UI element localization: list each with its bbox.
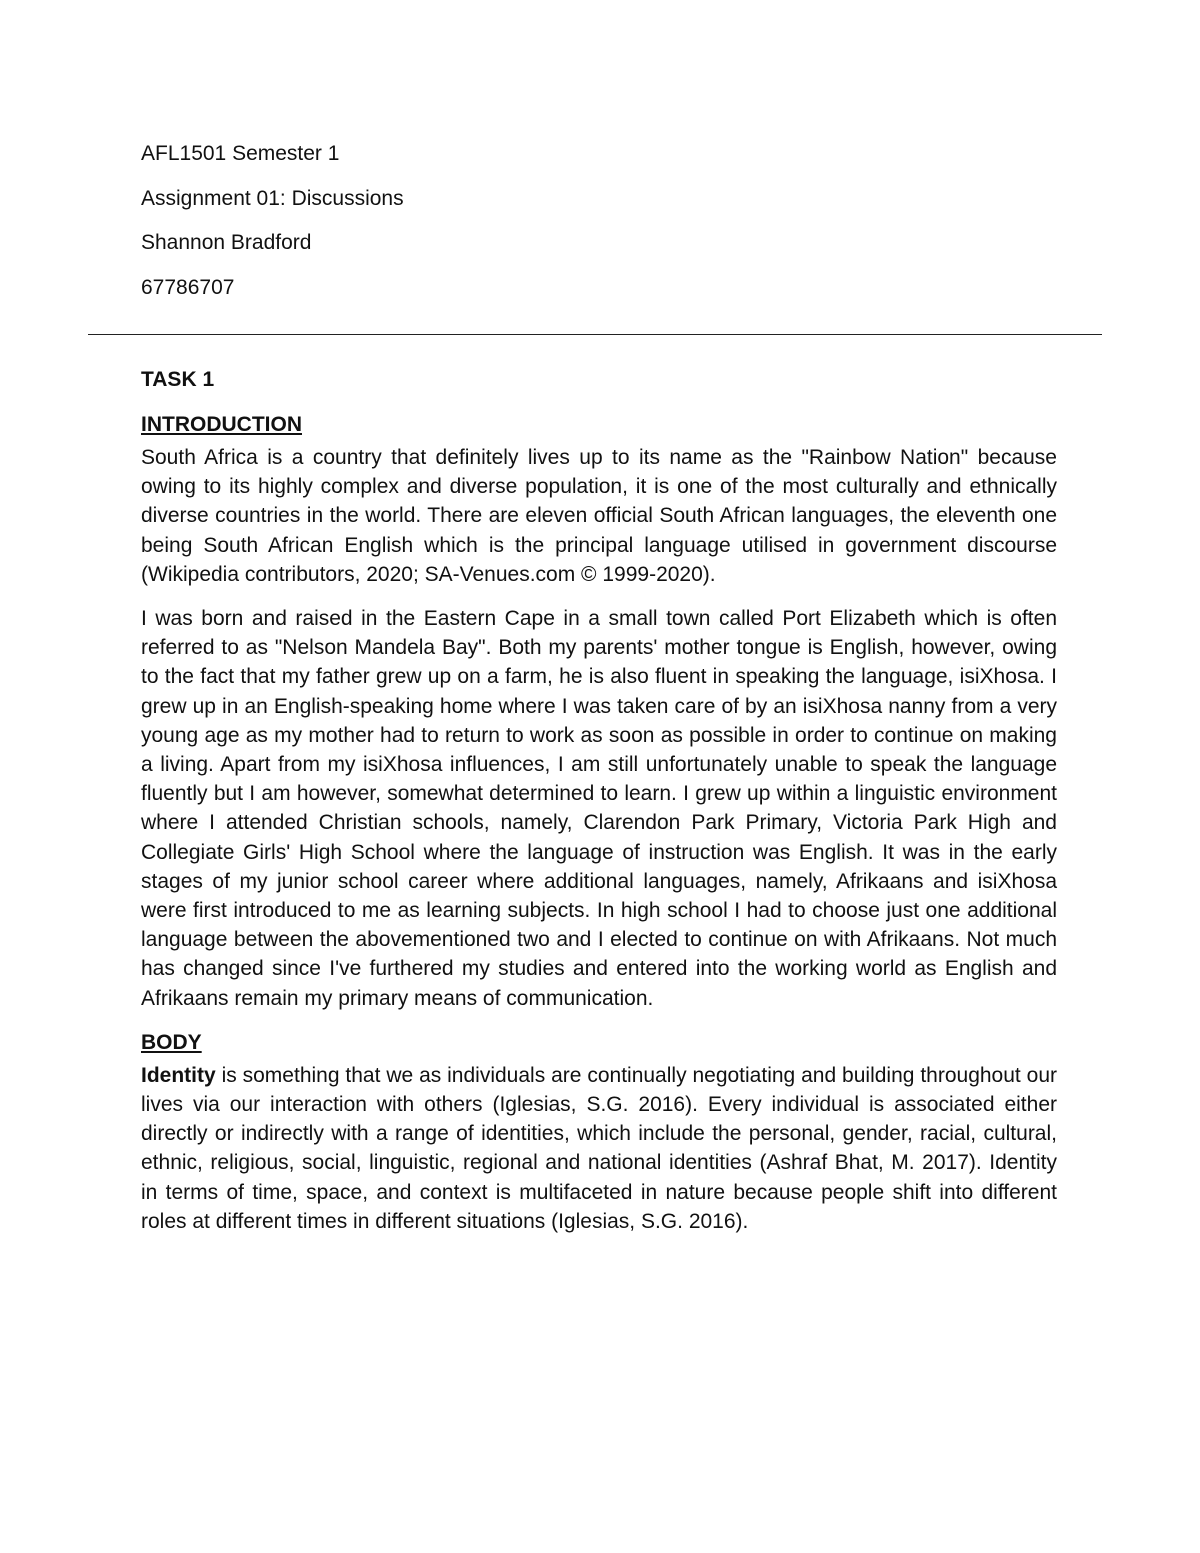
introduction-paragraph-2: I was born and raised in the Eastern Cape in a small town called Port Elizabeth which is often referred to as "Nelson Mandela Bay". Both my parents' mother tongue is English, however, owing to the fact that my father grew up on a farm, he is also fluent in speaking the language, isiXhosa. I grew up in an English-speaking home where I was taken care of by an isiXhosa nanny from a very young age as my mother had to return to work as soon as possible in order to continue on making a living. Apart from my isiXhosa influences, I am still unfortunately unable to speak the language fluently but I am however, somewhat determined to learn. I grew up within a linguistic environment where I attended Christian schools, namely, Clarendon Park Primary, Victoria Park High and Collegiate Girls' High School where the language of instruction was English. It was in the early stages of my junior school career where additional languages, namely, Afrikaans and isiXhosa were first introduced to me as learning subjects. In high school I had to choose just one additional language between the abovementioned two and I elected to continue on with Afrikaans. Not much has changed since I've furthered my studies and entered into the working world as English and Afrikaans remain my primary means of communication. (141, 607, 1057, 1010)
introduction-heading: INTRODUCTION (141, 413, 302, 436)
document-content (141, 365, 1057, 1251)
identity-term: Identity (141, 1063, 216, 1087)
student-number: 67786707 (141, 275, 235, 299)
body-paragraph-1-text: is something that we as individuals are continually negotiating and building throughout our lives via our interaction with others (Iglesias, S.G. 2016). Every individual is associated either directly or indirectly with a range of identities, which include the personal, gender, racial, cultural, ethnic, religious, social, linguistic, regional and national identities (Ashraf Bhat, M. 2017). Identity in terms of time, space, and context is multifaceted in nature because people shift into different roles at different times in different situations (Iglesias, S.G. 2016). (141, 1063, 1057, 1233)
body-paragraph-1 (141, 1061, 1057, 1236)
task-title: TASK 1 (141, 368, 215, 391)
introduction-paragraph-1: South Africa is a country that definitely lives up to its name as the "Rainbow Nation" because owing to its highly complex and diverse population, it is one of the most culturally and ethnically diverse countries in the world. There are eleven official South African languages, the eleventh one being South African English which is the principal language utilised in government discourse (Wikipedia contributors, 2020; SA-Venues.com © 1999-2020). (141, 446, 1057, 586)
assignment-title: Assignment 01: Discussions (141, 186, 404, 210)
document-header (141, 139, 1061, 317)
student-name: Shannon Bradford (141, 231, 312, 254)
body-heading: BODY (141, 1030, 202, 1054)
header-divider (88, 334, 1102, 335)
course-code: AFL1501 Semester 1 (141, 142, 340, 165)
